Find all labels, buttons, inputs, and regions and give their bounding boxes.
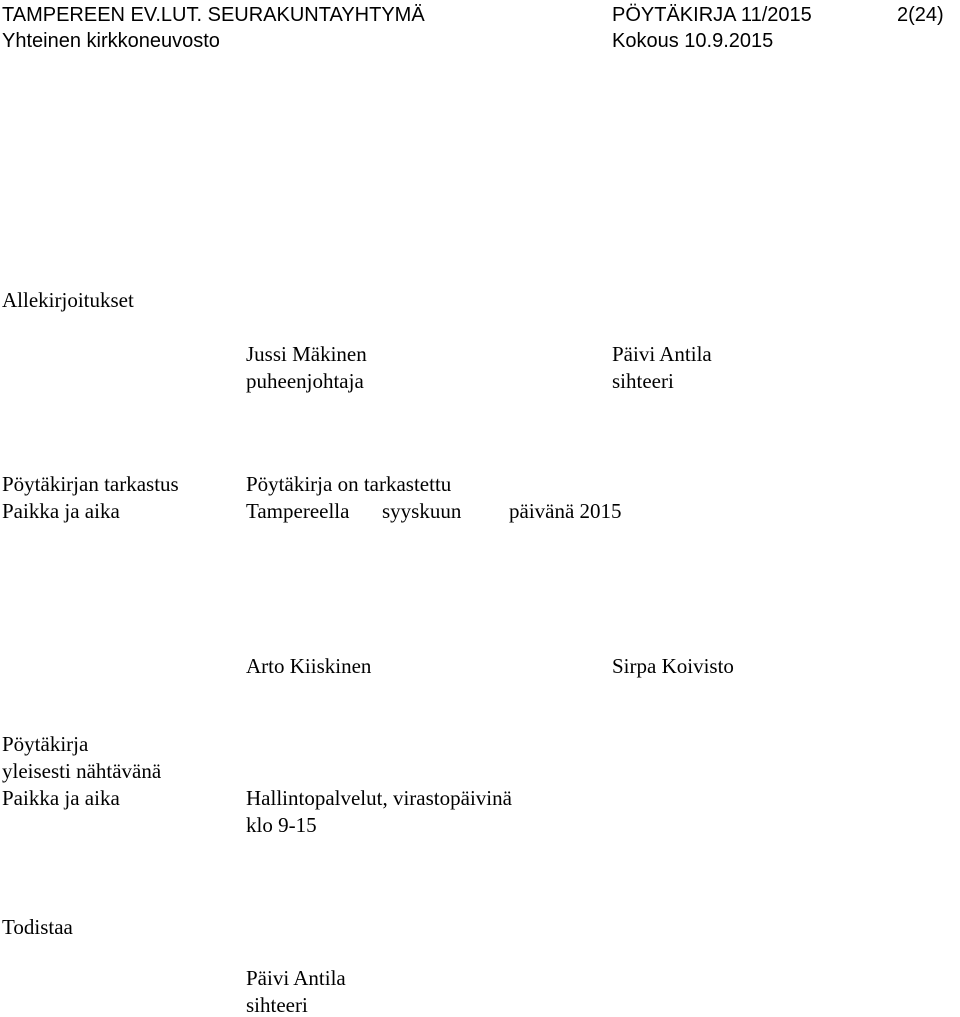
display-location: Hallintopalvelut, virastopäivinä: [246, 786, 512, 810]
review-place-time-label: Paikka ja aika: [2, 499, 120, 523]
display-label-line1: Pöytäkirja: [2, 732, 89, 756]
secretary-name: Päivi Antila: [612, 342, 712, 366]
document-number: PÖYTÄKIRJA 11/2015: [612, 4, 812, 26]
certifier-name: Päivi Antila: [246, 966, 346, 990]
chair-name: Jussi Mäkinen: [246, 342, 367, 366]
secretary-role: sihteeri: [612, 369, 674, 393]
display-place-time-label: Paikka ja aika: [2, 786, 120, 810]
reviewer-2-name: Sirpa Koivisto: [612, 654, 734, 678]
chair-role: puheenjohtaja: [246, 369, 364, 393]
review-label: Pöytäkirjan tarkastus: [2, 472, 179, 496]
meeting-date: Kokous 10.9.2015: [612, 30, 774, 52]
reviewer-1-name: Arto Kiiskinen: [246, 654, 372, 678]
review-statement: Pöytäkirja on tarkastettu: [246, 472, 452, 496]
certifier-role: sihteeri: [246, 993, 308, 1017]
review-place: Tampereella: [246, 499, 350, 523]
display-hours: klo 9-15: [246, 813, 317, 837]
governing-body: Yhteinen kirkkoneuvosto: [2, 30, 220, 52]
display-label-line2: yleisesti nähtävänä: [2, 759, 162, 783]
review-day-year: päivänä 2015: [509, 499, 622, 523]
page-number: 2(24): [897, 4, 944, 26]
signatures-heading: Allekirjoitukset: [2, 288, 134, 312]
review-month: syyskuun: [382, 499, 462, 523]
organization-name: TAMPEREEN EV.LUT. SEURAKUNTAYHTYMÄ: [2, 4, 425, 26]
certification-label: Todistaa: [2, 915, 73, 939]
